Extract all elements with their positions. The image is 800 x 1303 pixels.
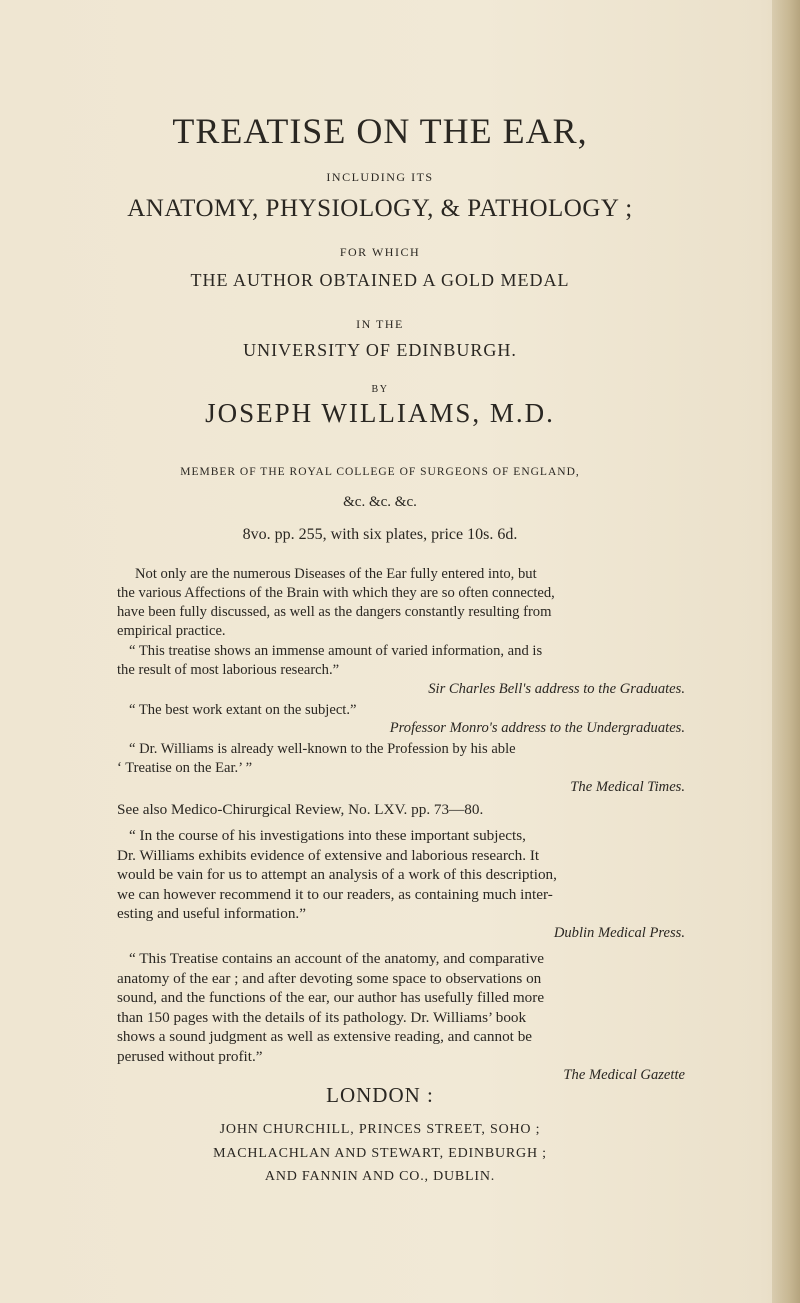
text-line: “ Dr. Williams is already well-known to the Profession by his able	[129, 741, 516, 757]
text-line: Not only are the numerous Diseases of the Ear fully entered into, but	[135, 566, 537, 582]
review-dublin	[117, 826, 685, 924]
text-line: perused without profit.”	[117, 1047, 263, 1065]
text-line: Dr. Williams exhibits evidence of extensive and laborious research. It	[117, 846, 540, 864]
in-the-label: IN THE	[356, 317, 404, 331]
text-line: the various Affections of the Brain with which they are so often connected,	[117, 585, 555, 601]
book-title: TREATISE ON THE EAR,	[172, 111, 588, 151]
review-attribution: Sir Charles Bell's address to the Graduates.	[428, 681, 685, 697]
text-line: empirical practice.	[117, 623, 226, 639]
for-which-label: FOR WHICH	[339, 245, 421, 259]
author-name: JOSEPH WILLIAMS, M.D.	[205, 398, 555, 428]
etc-line: &c. &c. &c.	[343, 494, 417, 510]
text-line: anatomy of the ear ; and after devoting some space to observations on	[117, 969, 542, 987]
text-line: ‘ Treatise on the Ear.’ ”	[117, 760, 253, 776]
review-gazette	[117, 949, 685, 1066]
review-attribution: The Medical Gazette	[563, 1067, 685, 1083]
author-credentials: MEMBER OF THE ROYAL COLLEGE OF SURGEONS OF ENGLAND,	[180, 466, 580, 478]
book-details: 8vo. pp. 255, with six plates, price 10s. 6d.	[242, 526, 518, 543]
review-attribution: Dublin Medical Press.	[553, 925, 685, 941]
imprint-city: LONDON :	[326, 1083, 434, 1107]
review-attribution: The Medical Times.	[570, 779, 685, 795]
text-line: than 150 pages with the details of its pathology. Dr. Williams’ book	[117, 1008, 527, 1026]
text-line: the result of most laborious research.”	[117, 662, 340, 678]
text-line: “ This Treatise contains an account of the anatomy, and comparative	[129, 950, 544, 967]
text-line: would be vain for us to attempt an analysis of a work of this description,	[117, 866, 557, 883]
medal-line: THE AUTHOR OBTAINED A GOLD MEDAL	[190, 270, 570, 290]
text-line: “ The best work extant on the subject.”	[129, 702, 357, 718]
text-line: See also Medico-Chirurgical Review, No. LXV. pp. 73—80.	[117, 801, 484, 818]
text-line: have been fully discussed, as well as the dangers constantly resulting from	[117, 604, 552, 620]
page-edge	[772, 0, 800, 1303]
text-line: “ This treatise shows an immense amount of varied information, and is	[129, 643, 543, 659]
review-monro	[117, 701, 685, 720]
review-medical-times	[117, 740, 685, 778]
university-line: UNIVERSITY OF EDINBURGH.	[243, 340, 517, 360]
publisher-line: AND FANNIN AND CO., DUBLIN.	[264, 1169, 496, 1184]
text-line: sound, and the functions of the ear, our author has usefully filled more	[117, 989, 545, 1006]
intro-paragraph	[117, 565, 685, 641]
review-bell	[117, 642, 685, 680]
text-line: esting and useful information.”	[117, 905, 306, 922]
review-attribution: Professor Monro's address to the Undergraduates.	[389, 720, 685, 736]
see-also-line	[117, 800, 685, 819]
book-subtitle: ANATOMY, PHYSIOLOGY, & PATHOLOGY ;	[127, 195, 633, 222]
publisher-line: JOHN CHURCHILL, PRINCES STREET, SOHO ;	[219, 1122, 541, 1137]
publisher-line: MACHLACHLAN AND STEWART, EDINBURGH ;	[213, 1146, 547, 1161]
text-line: shows a sound judgment as well as extensive reading, and cannot be	[117, 1028, 533, 1045]
by-label: BY	[371, 384, 389, 395]
text-line: we can however recommend it to our readers, as containing much inter-	[117, 885, 553, 903]
including-label: INCLUDING ITS	[326, 170, 434, 184]
text-line: “ In the course of his investigations into these important subjects,	[129, 827, 526, 844]
